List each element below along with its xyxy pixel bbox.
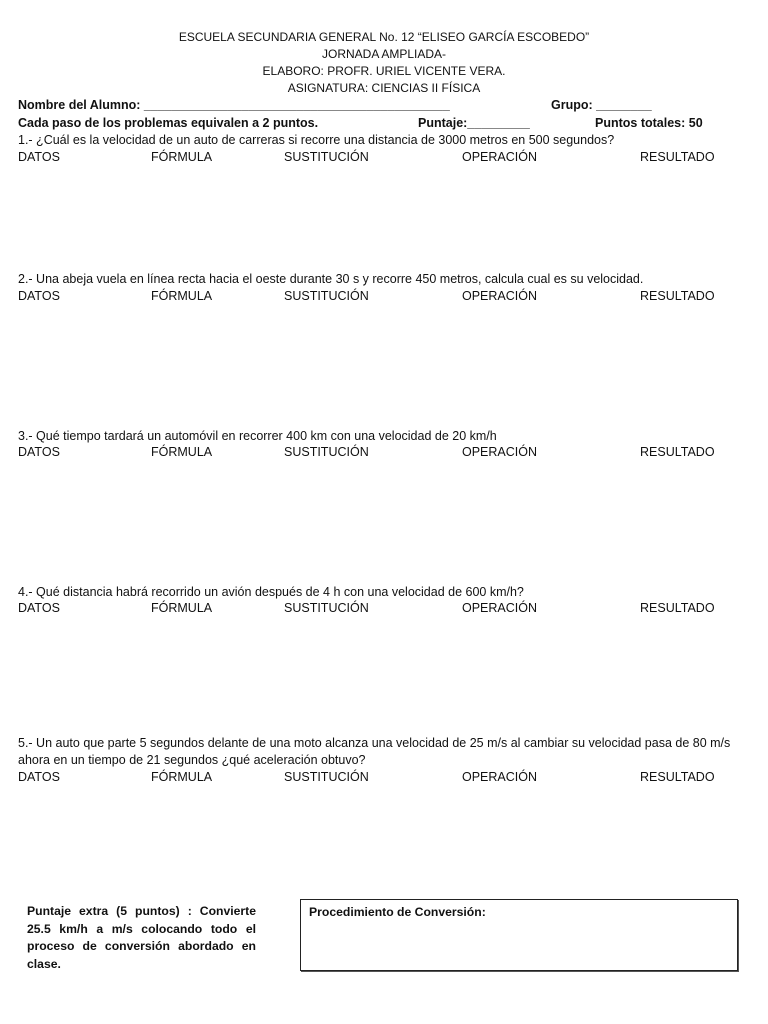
schedule-line: JORNADA AMPLIADA- <box>321 47 447 61</box>
score-field: Puntaje:_________ <box>418 116 530 130</box>
conversion-procedure-title: Procedimiento de Conversión: <box>309 905 486 919</box>
problem-4: 4.- Qué distancia habrá recorrido un avión después de 4 h con una velocidad de 600 km/h? <box>18 585 524 599</box>
col-formula: FÓRMULA <box>151 150 213 164</box>
col-formula: FÓRMULA <box>151 289 213 303</box>
col-formula: FÓRMULA <box>151 445 213 459</box>
problem-1: 1.- ¿Cuál es la velocidad de un auto de carreras si recorre una distancia de 3000 metros en 500 segundos? <box>18 133 615 147</box>
col-formula: FÓRMULA <box>151 601 213 615</box>
col-datos: DATOS <box>18 150 60 164</box>
col-operacion: OPERACIÓN <box>462 601 538 615</box>
total-points: Puntos totales: 50 <box>595 116 703 130</box>
col-resultado: RESULTADO <box>640 601 715 615</box>
school-name: ESCUELA SECUNDARIA GENERAL No. 12 “ELISEO GARCÍA ESCOBEDO” <box>178 30 590 44</box>
col-operacion: OPERACIÓN <box>462 770 538 784</box>
col-operacion: OPERACIÓN <box>462 150 538 164</box>
problem-2: 2.- Una abeja vuela en línea recta hacia el oeste durante 30 s y recorre 450 metros, calcula cual es su velocidad. <box>18 272 644 286</box>
col-sustitucion: SUSTITUCIÓN <box>284 601 369 615</box>
col-datos: DATOS <box>18 601 60 615</box>
col-sustitucion: SUSTITUCIÓN <box>284 770 369 784</box>
col-formula: FÓRMULA <box>151 770 213 784</box>
instructions: Cada paso de los problemas equivalen a 2 puntos. <box>18 116 319 130</box>
subject-line: ASIGNATURA: CIENCIAS II FÍSICA <box>287 81 481 95</box>
student-name-field: Nombre del Alumno: ____________________________________________ <box>18 98 450 112</box>
col-resultado: RESULTADO <box>640 150 715 164</box>
col-datos: DATOS <box>18 445 60 459</box>
col-operacion: OPERACIÓN <box>462 289 538 303</box>
col-sustitucion: SUSTITUCIÓN <box>284 445 369 459</box>
col-sustitucion: SUSTITUCIÓN <box>284 289 369 303</box>
col-resultado: RESULTADO <box>640 289 715 303</box>
problem-3: 3.- Qué tiempo tardará un automóvil en recorrer 400 km con una velocidad de 20 km/h <box>18 429 497 443</box>
conversion-procedure-box[interactable] <box>300 899 738 971</box>
col-sustitucion: SUSTITUCIÓN <box>284 150 369 164</box>
col-resultado: RESULTADO <box>640 445 715 459</box>
author-line: ELABORO: PROFR. URIEL VICENTE VERA. <box>262 64 506 78</box>
problem-5: 5.- Un auto que parte 5 segundos delante de una moto alcanza una velocidad de 25 m/s al cambiar su velocidad pasa de 80 m/s ahora en un tiempo de 21 segundos ¿qué aceleración obtuvo? <box>18 736 731 767</box>
col-datos: DATOS <box>18 289 60 303</box>
extra-points-instructions: Puntaje extra (5 puntos) : Convierte 25.5 km/h a m/s colocando todo el proceso de conversión abordado en clase. <box>27 904 256 971</box>
group-field: Grupo: ________ <box>551 98 652 112</box>
col-resultado: RESULTADO <box>640 770 715 784</box>
col-operacion: OPERACIÓN <box>462 445 538 459</box>
col-datos: DATOS <box>18 770 60 784</box>
